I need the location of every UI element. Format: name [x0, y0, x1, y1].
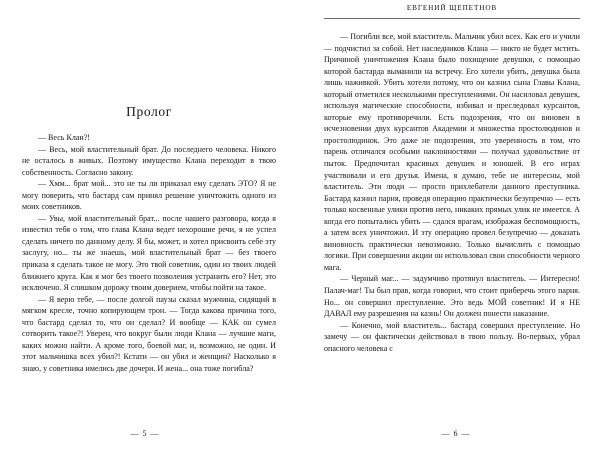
spread-gutter	[300, 0, 301, 452]
paragraph: — Конечно, мой властитель... бастард совершил преступление. Но замечу — он фактически действовал в твою пользу. Во-первых, убрал опасного человека с	[324, 320, 580, 353]
paragraph: — Я верю тебе, — после долгой паузы сказал мужчина, сидящий в мягком кресле, точно копирующем трон. — Тогда какова причина того, что бастард сделал то, что он сделал? И вообще — КАК он сумел сотворить такое?! Уверен, что вокруг были люди Клана — лучшие маги, каких можно найти. А кроме того, боевой маг, и, возможно, не один. И этот мальчишка всех убил?! Кстати — он убил и женщин? Насколько я знаю, у советника имелись две дочери. И жена... она тоже погибла?	[22, 294, 276, 373]
paragraph: — Черный маг... — задумчиво протянул властитель. — Интересно! Палач-маг! Ты был прав, когда говорил, что стоит приберечь этого парня. Но... он совершил преступление. Это ведь МОЙ советник! И я НЕ ДАВАЛ ему разрешения на казнь! Он должен понести наказание.	[324, 274, 580, 319]
paragraph: — Весь, мой властительный брат. До последнего человека. Никого не осталось в живых. Поэтому имущество Клана переходит в твою собственность. Согласно закону.	[22, 144, 276, 177]
paragraph: — Хмм... брат мой... это не ты ли приказал ему сделать ЭТО? Я не могу поверить, что бастард сам принял решение уничтожить одного из моих советников.	[22, 179, 276, 212]
paragraph: — Весь Клан?!	[38, 133, 90, 142]
page-number-left: — 5 —	[130, 429, 160, 438]
page-number-right: — 6 —	[441, 429, 471, 438]
running-head-rule	[324, 18, 580, 19]
running-head: ЕВГЕНИЙ ЩЕПЕТНОВ	[406, 4, 498, 12]
paragraph: — Увы, мой властительный брат... после нашего разговора, когда я известил тебя о том, что глава Клана ведет нехорошие речи, я не успел сделать ничего по данному делу. Я бы, может, и хотел присвоить себе эту заслугу, но... ты же знаешь, мой властительный брат — без твоего приказа я сделать такое не могу. Это твой советник, один из твоих людей ближнего круга. Как я мог без твоего позволения устранить его? Нет, это исключено. Я слишком дорожу твоим доверием, чтобы пойти на такое.	[22, 213, 276, 293]
right-page-body	[324, 31, 580, 354]
chapter-title: Пролог	[126, 104, 172, 119]
paragraph: — Погибли все, мой властитель. Мальчик убил всех. Как его и учили — подчистил за собой. Нет наследников Клана — никто не будет мстить. Причиной уничтожения Клана было похищение девушки, с помощью которой бастарда выманили на встречу. Его хотели убить, девушка была лишь наживкой. Убить хотели потому, что он казнил сына Главы Клана, который отметился несколькими преступлениями. Он насиловал девушек, используя магические способности, избивал и преследовал курсантов, которые ему противоречили. Есть подозрения, что он виновен в исчезновении двух курсантов Академии и множества простолюдинов и простолюдинок. Это даже не подозрения, это уверенность в том, что парень отличался особыми наклонностями — получал удовольствие от пыток. Предпочитал красивых девушек и юношей. В его играх участвовали и его друзья. Имена, я думаю, тебе не интересны, мой властитель. Эти люди — просто прихлебатели данного преступника. Бастард казнил парня, проведя операцию практически безупречно — есть только косвенные улики против него, никаких прямых улик не имеется. А когда его попытались убить — сдался врагам, изображая беспомощность, а затем всех уничтожил. И эту операцию провел безупречно — доказать виновность практически невозможно. Только вычислить с помощью логики. При совершении акции он использовал свои способности черного мага.	[324, 32, 580, 272]
left-page-body	[22, 132, 276, 374]
right-page	[300, 0, 600, 452]
